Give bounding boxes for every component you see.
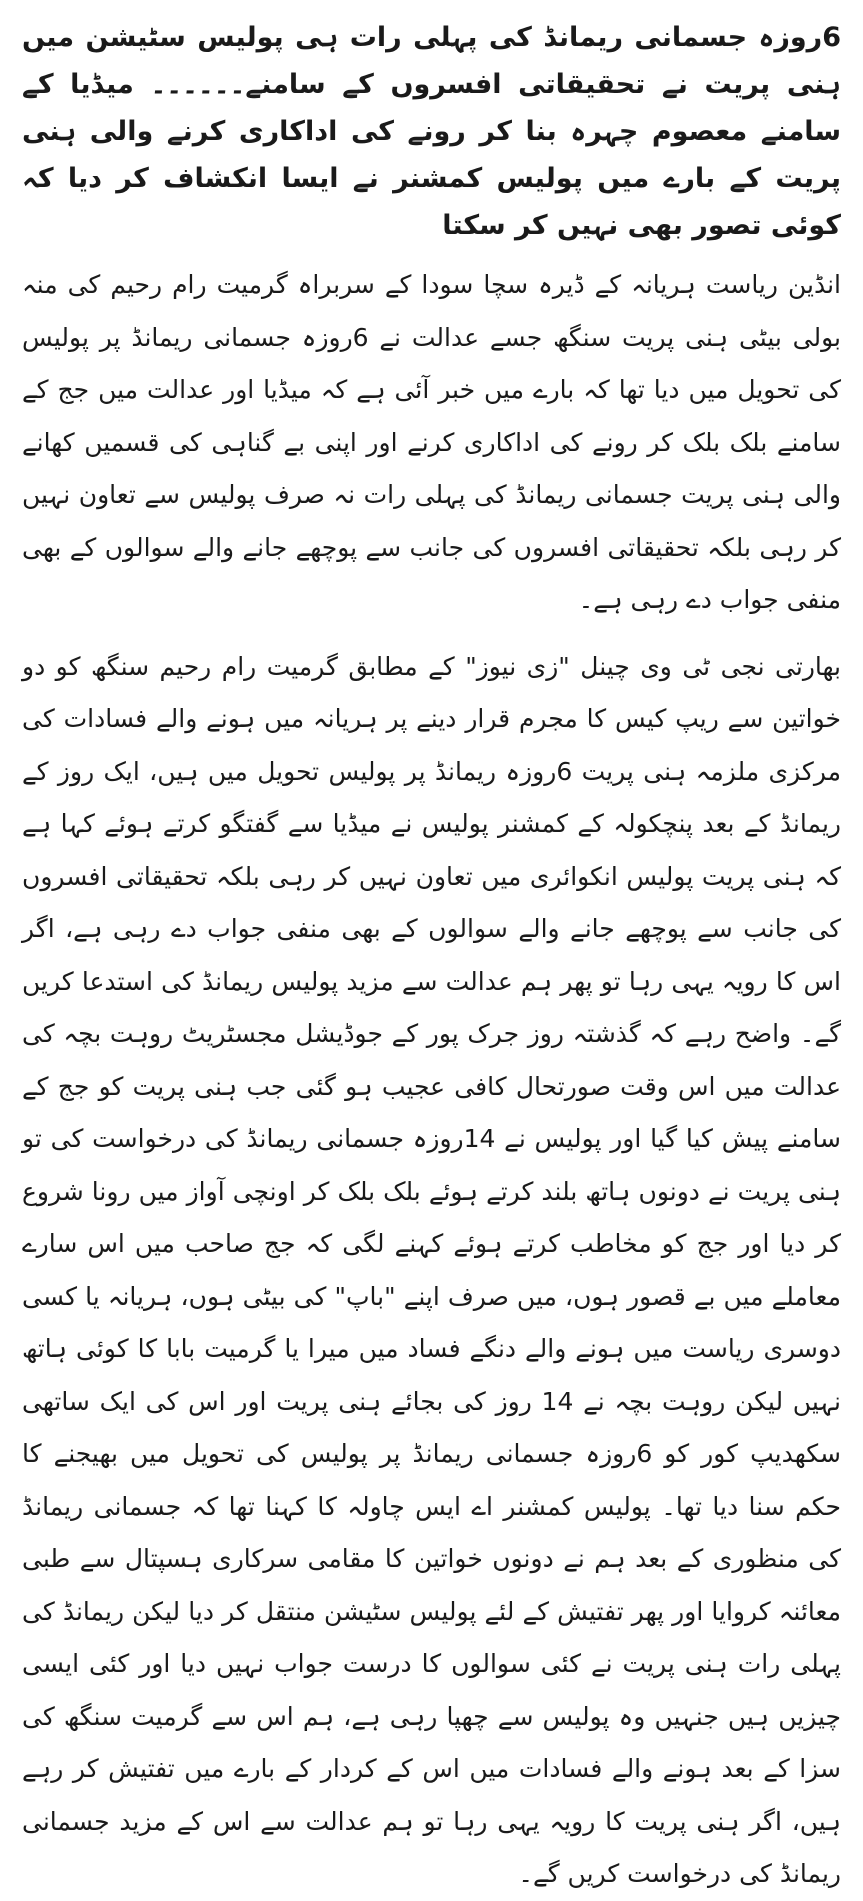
article-page [22,14,842,1888]
article-paragraph-2: بھارتی نجی ٹی وی چینل "زی نیوز" کے مطابق گرمیت رام رحیم سنگھ کو دو خواتین سے ریپ کیس کا مجرم قرار دینے پر ہریانہ میں ہونے والے فسادات کی مرکزی ملزمہ ہنی پریت 6روزہ ریمانڈ پر پولیس تحویل میں ہیں، ایک روز کے ریمانڈ کے بعد پنچکولہ کے کمشنر پولیس نے میڈیا سے گفتگو کرتے ہوئے کہا ہے کہ ہنی پریت پولیس انکوائری میں تعاون نہیں کر رہی بلکہ تحقیقاتی افسروں کی جانب سے پوچھے جانے والے سوالوں کے بھی منفی جواب دے رہی ہے، اگر اس کا رویہ یہی رہا تو پھر ہم عدالت سے مزید پولیس ریمانڈ کی استدعا کریں گے۔ واضح رہے کہ گذشتہ روز جرک پور کے جوڈیشل مجسٹریٹ روہت بچہ کی عدالت میں اس وقت صورتحال کافی عجیب ہو گئی جب ہنی پریت کو جج کے سامنے پیش کیا گیا اور پولیس نے 14روزہ جسمانی ریمانڈ کی درخواست کی تو ہنی پریت نے دونوں ہاتھ بلند کرتے ہوئے بلک بلک کر اونچی آواز میں رونا شروع کر دیا اور جج کو مخاطب کرتے ہوئے کہنے لگی کہ جج صاحب میں اس سارے معاملے میں بے قصور ہوں، میں صرف اپنے "باپ" کی بیٹی ہوں، ہریانہ یا کسی دوسری ریاست میں ہونے والے دنگے فساد میں میرا یا گرمیت بابا کا کوئی ہاتھ نہیں لیکن روہت بچہ نے 14 روز کی بجائے ہنی پریت اور اس کی ایک ساتھی سکھدیپ کور کو 6روزہ جسمانی ریمانڈ پر پولیس کی تحویل میں بھیجنے کا حکم سنا دیا تھا۔ پولیس کمشنر اے ایس چاولہ کا کہنا تھا کہ جسمانی ریمانڈ کی منظوری کے بعد ہم نے دونوں خواتین کا مقامی سرکاری ہسپتال سے طبی معائنہ کروایا اور پھر تفتیش کے لئے پولیس سٹیشن منتقل کر دیا لیکن ریمانڈ کی پہلی رات ہنی پریت نے کئی سوالوں کا درست جواب نہیں دیا اور کئی ایسی چیزیں ہیں جنہیں وہ پولیس سے چھپا رہی ہے، ہم اس سے گرمیت سنگھ کی سزا کے بعد ہونے والے فسادات میں اس کے کردار کے بارے میں تفتیش کر رہے ہیں، اگر ہنی پریت کا رویہ یہی رہا تو ہم عدالت سے اس کے مزید جسمانی ریمانڈ کی درخواست کریں گے۔ [22,651,842,1888]
paragraph-spacer [22,627,841,641]
headline-spacer [22,249,841,259]
article-headline: 6روزہ جسمانی ریمانڈ کی پہلی رات ہی پولیس سٹیشن میں ہنی پریت نے تحقیقاتی افسروں کے سامنے۔۔۔۔۔۔ میڈیا کے سامنے معصوم چہرہ بنا کر رونے کی اداکاری کرنے والی ہنی پریت کے بارے میں پولیس کمشنر نے ایسا انکشاف کر دیا کہ کوئی تصور بھی نہیں کر سکتا [22,22,841,241]
article-paragraph-1: انڈین ریاست ہریانہ کے ڈیرہ سچا سودا کے سربراہ گرمیت رام رحیم کی منہ بولی بیٹی ہنی پریت سنگھ جسے عدالت نے 6روزہ جسمانی ریمانڈ پر پولیس کی تحویل میں دیا تھا کہ بارے میں خبر آئی ہے کہ میڈیا اور عدالت میں جج کے سامنے بلک بلک کر رونے کی اداکاری کرنے اور اپنی بے گناہی کی قسمیں کھانے والی ہنی پریت جسمانی ریمانڈ کی پہلی رات نہ صرف پولیس سے تعاون نہیں کر رہی بلکہ تحقیقاتی افسروں کی جانب سے پوچھے جانے والے سوالوں کے بھی منفی جواب دے رہی ہے۔ [22,270,841,614]
